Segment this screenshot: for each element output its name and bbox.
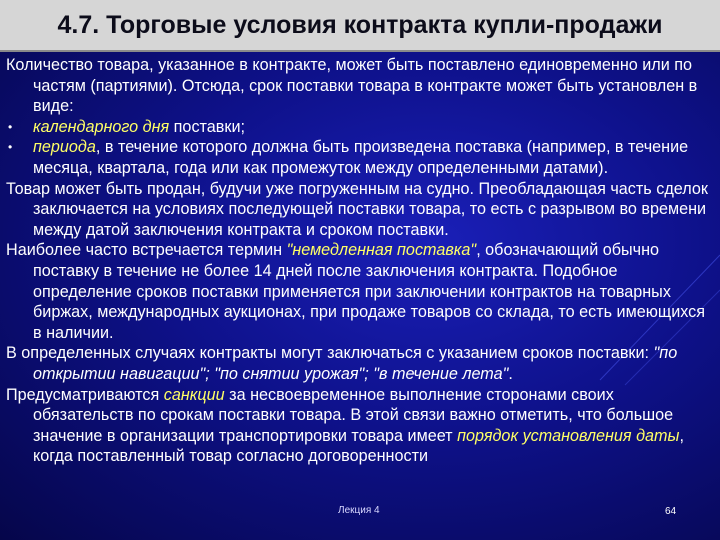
highlight-term: календарного дня bbox=[33, 117, 170, 136]
text-span: , когда поставленный товар согласно договоренности bbox=[33, 426, 684, 466]
highlight-term: санкции bbox=[163, 385, 225, 404]
text-span: Наиболее часто встречается термин bbox=[6, 241, 287, 260]
text-span: . bbox=[508, 364, 513, 383]
paragraph-quantity: Количество товара, указанное в контракте, может быть поставлено единовременно или по частям (партиями). Отсюда, срок поставки товара в контракте может быть установлен в виде: bbox=[6, 56, 698, 116]
paragraph-immediate-delivery bbox=[6, 240, 712, 343]
bullet-text: поставки; bbox=[169, 117, 245, 136]
highlight-term: периода bbox=[33, 138, 96, 157]
footer-label: Лекция 4 bbox=[338, 505, 380, 516]
slide-title-bar bbox=[0, 0, 720, 52]
bullet-icon: • bbox=[8, 140, 13, 155]
highlight-term: "немедленная поставка" bbox=[286, 241, 477, 260]
bullet-period bbox=[6, 137, 712, 178]
bullet-calendar-day bbox=[6, 117, 712, 138]
page-number: 64 bbox=[665, 506, 677, 517]
text-span: за несвоевременное выполнение сторонами своих обязательств по срокам поставки товара. В этой связи важно отметить, что большое значение в организации транспортировки товара имеет bbox=[33, 385, 674, 445]
slide-body bbox=[6, 55, 712, 467]
text-span: В определенных случаях контракты могут заключаться с указанием сроков поставки: bbox=[6, 344, 654, 363]
text-span: , обозначающий обычно поставку в течение не более 14 дней после заключения контракта. Подобное определение сроков поставки применяется при заключении контрактов на товарных биржах, международных аукционах, при продаже товаров со склада, то есть имеющихся в наличии. bbox=[33, 241, 706, 342]
paragraph-delivery-terms bbox=[6, 343, 712, 384]
paragraph-shipped-goods: Товар может быть продан, будучи уже погруженным на судно. Преобладающая часть сделок заключается на условиях последующей поставки товара, то есть с разрывом во времени между датой заключения контракта и сроком поставки. bbox=[6, 179, 708, 239]
text-span: Предусматриваются bbox=[6, 385, 164, 404]
bullet-text: , в течение которого должна быть произведена поставка (например, в течение месяца, квартала, года или как промежуток между определенными датами). bbox=[33, 138, 689, 177]
slide-title: 4.7. Торговые условия контракта купли-продажи bbox=[57, 10, 663, 39]
bullet-icon: • bbox=[8, 119, 13, 134]
highlight-term: порядок установления даты bbox=[457, 426, 680, 445]
paragraph-sanctions bbox=[6, 385, 712, 467]
quoted-terms: "по открытии навигации"; "по снятии урожая"; "в течение лета" bbox=[33, 344, 678, 383]
